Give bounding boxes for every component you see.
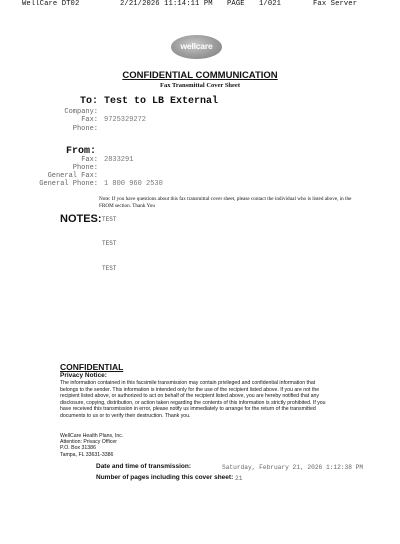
from-fax-label: Fax: xyxy=(81,156,98,164)
from-general-fax-label: General Fax: xyxy=(47,172,98,180)
address-line: WellCare Health Plans, Inc. xyxy=(60,433,124,439)
to-company-label: Company: xyxy=(64,108,98,116)
page-count-value: 21 xyxy=(235,475,243,482)
document-title: CONFIDENTIAL COMMUNICATION xyxy=(122,70,278,81)
to-fax-value: 9725329272 xyxy=(104,116,147,124)
to-fax-label: Fax: xyxy=(81,116,98,124)
fax-page-label: PAGE xyxy=(227,0,245,8)
notes-line: TEST xyxy=(102,216,117,223)
fax-server: Fax Server xyxy=(313,0,358,8)
fax-datetime: 2/21/2026 11:14:11 PM xyxy=(120,0,213,8)
notes-line: TEST xyxy=(102,240,117,247)
address-line: P.O. Box 31386 xyxy=(60,445,96,452)
wellcare-logo xyxy=(171,35,222,59)
notes-label: NOTES: xyxy=(60,213,102,225)
notes-line: TEST xyxy=(102,265,117,272)
privacy-address xyxy=(60,433,123,458)
to-recipient-name: Test to LB External xyxy=(104,96,219,107)
transmission-date-label: Date and time of transmission: xyxy=(96,463,191,470)
address-line: Attention: Privacy Officer xyxy=(60,439,117,446)
fax-page-number: 1/021 xyxy=(259,0,282,8)
to-phone-label: Phone: xyxy=(72,125,98,133)
from-fax-value: 2833291 xyxy=(104,156,134,164)
fax-header xyxy=(0,0,400,10)
from-heading: From: xyxy=(66,146,97,157)
privacy-heading: Privacy Notice: xyxy=(60,372,107,379)
address-line: Tampa, FL 33631-3386 xyxy=(60,451,114,458)
confidential-heading: CONFIDENTIAL xyxy=(60,362,124,372)
page-count-label: Number of pages including this cover sheet: xyxy=(96,474,234,481)
from-phone-label: Phone: xyxy=(72,164,98,172)
to-heading: To: xyxy=(80,96,99,107)
logo-text: wellcare xyxy=(180,41,213,51)
privacy-notice-text: The information contained in this facsimile transmission may contain privileged and confidential information that belongs to the sender. This information is intended only for the use of the recipient listed above. If you are not the recipient listed above, or authorized to act on behalf of the recipient listed above, you are hereby notified that any disclosure, copying, distribution, or action taken regarding the contents of this information is strictly prohibited. If you have received this transmission in error, please notify us immediately to arrange for the return of the transmitted documents to us or to verify their destruction. Thank you. xyxy=(60,380,326,419)
transmission-date-value: Saturday, February 21, 2026 1:12:38 PM xyxy=(222,464,364,471)
from-general-phone-label: General Phone: xyxy=(39,180,98,188)
from-general-phone-value: 1 800 960 2530 xyxy=(104,180,163,188)
contact-note: Note: If you have questions about this fax transmittal cover sheet, please contact the individual who is listed above, in the FROM section. Thank You xyxy=(99,196,352,209)
fax-sender: WellCare DT02 xyxy=(22,0,80,8)
document-subtitle: Fax Transmittal Cover Sheet xyxy=(160,82,240,89)
